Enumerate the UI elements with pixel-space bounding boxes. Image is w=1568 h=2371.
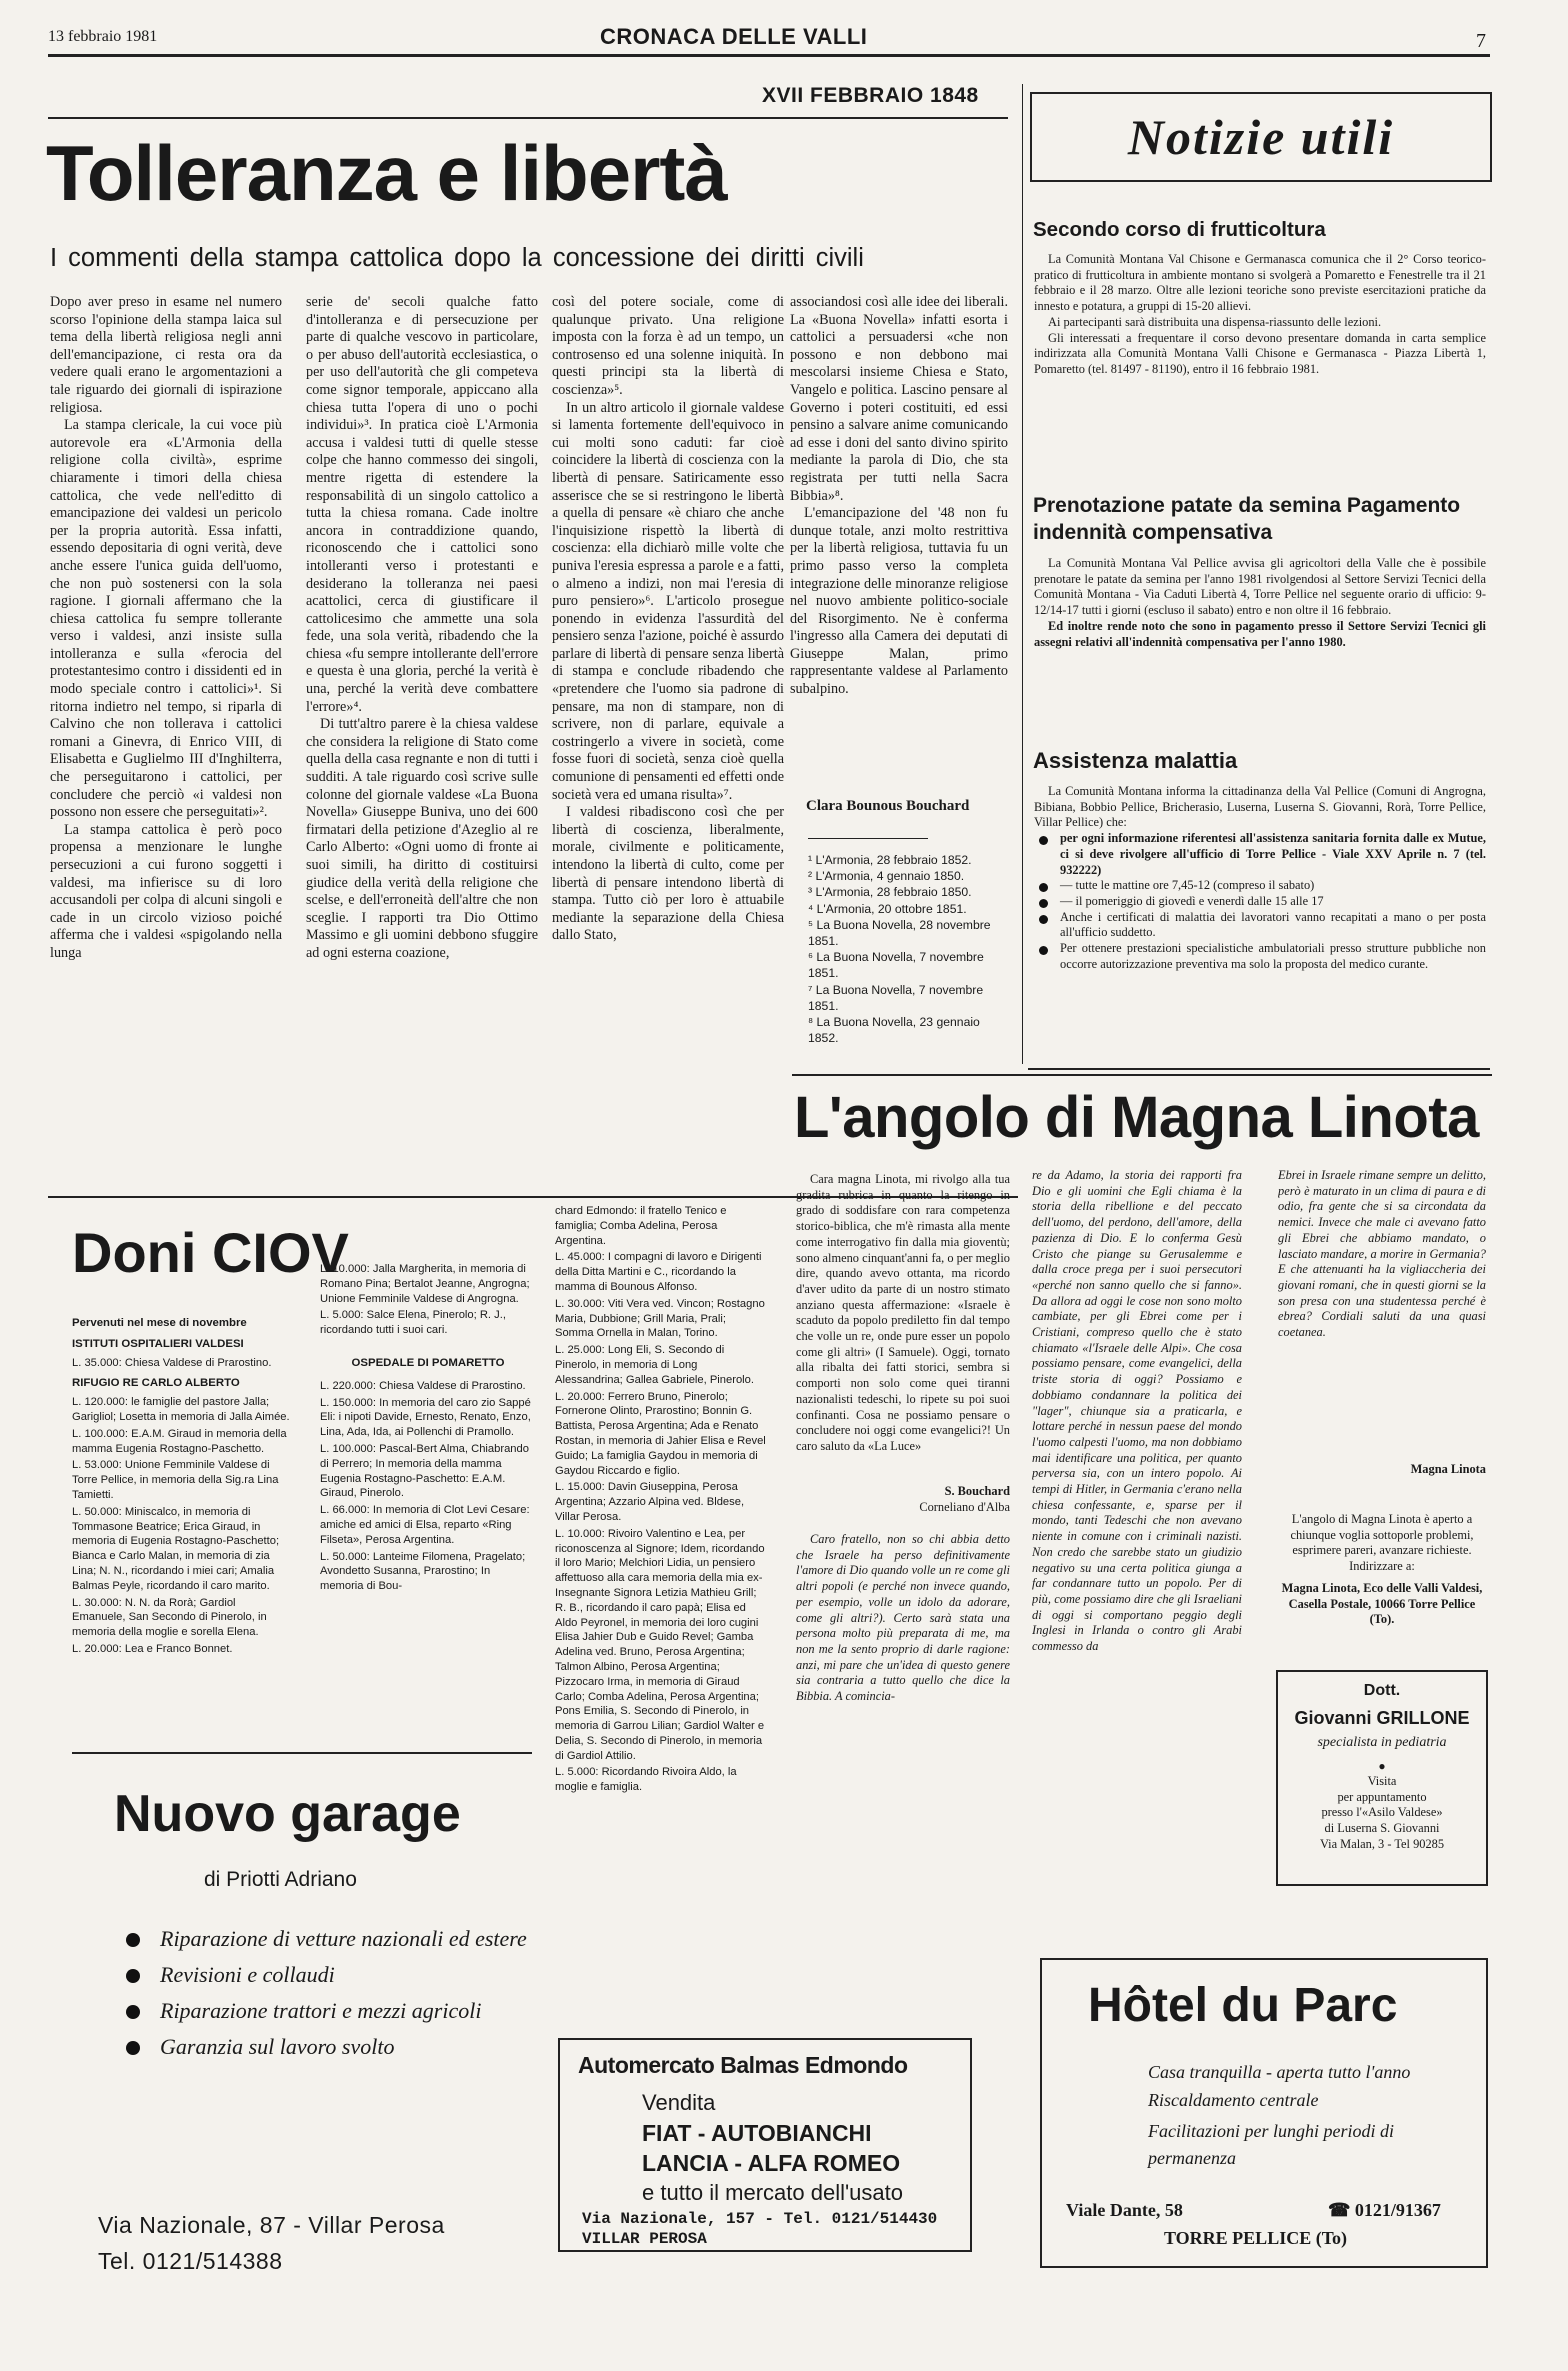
doni-heading: Pervenuti nel mese di novembre [72,1317,247,1329]
garage-tel: Tel. 0121/514388 [98,2248,283,2274]
notizie-bullet: per ogni informazione riferentesi all'assistenza sanitaria fornita dalle ex Mutue, ci si deve rivolgere all'ufficio di Torre Pellice - Viale XXV Aprile n. 7 (tel. 932222) [1034,831,1486,878]
garage-title: Nuovo garage [114,1785,461,1843]
doni-entry: L. 100.000: Pascal-Bert Alma, Chiabrando di Perrero; In memoria della mamma Eugenia Rostagno-Paschetto: E.A.M. Giraud, Pinerolo. [320,1442,529,1500]
notizie-malattia-body [1034,784,1486,972]
garage-service: Garanzia sul lavoro svolto [118,2032,538,2062]
article-paragraph: La stampa clericale, la cui voce più autorevole era «L'Armonia della religione colla civiltà», esprime chiaramente i timori della chiesa cattolica, che vede nell'editto di emancipazione dei valdesi un pericolo per la propria autorità. Essa infatti, essendo depositaria di ogni verità, deve anche essere l'unica guida dell'uomo, che non può sostenersi con la sola ragione. I giornali affermano che la chiesa cattolica fu sempre tollerante verso i valdesi, anzi insiste sulla intolleranza e sulla «ferocia del protestantesimo contro i dissidenti ed in modo speciale contro i cattolici»¹. Si ritorna indietro nel tempo, si riparla di Calvino che non tollerava i cattolici romani a Ginevra, di Enrico VIII, di Elisabetta e Guglielmo III d'Inghilterra, che perseguitarono i cattolici, per concludere che perciò «i valdesi non possono non essere che perseguitati»². [50,417,282,821]
article-column-2 [306,294,538,1180]
notizie-frutti-heading: Secondo corso di frutticoltura [1033,218,1326,241]
doni-entry: L. 20.000: Lea e Franco Bonnet. [72,1642,233,1655]
article-paragraph: In un altro articolo il giornale valdese si lamenta fortemente dell'equivoco in cui molti sono caduti: far cioè coincidere la libertà di coscienza con la libertà di pensare. Satiricamente esso asserisce che se si restringono le libertà a quella di pensare «è chiaro che anche l'inquisizione rispettò la libertà di coscienza: ella dichiarò mille volte che puniva l'eresia espressa a parole e a fatti, o almeno a indizi, non mai l'eresia di puro pensiero»⁶. L'articolo prosegue ponendo in evidenza l'assurdità del pensiero senza l'azione, poiché è assurdo parlare di libertà di pensare senza libertà di stampa e conclude ribadendo che «pretendere che l'uomo sia padrone di pensare, ma non di stampare, non di scrivere, non di parlare, equivale a costringerlo a vivere in società, come fosse fuori di società, senza cioè quella comunione di pensamenti ed effetti onde società vera ed umana risulta»⁷. [552,399,784,803]
doctor-place: presso l'«Asilo Valdese» [1321,1805,1443,1820]
doctor-appt: per appuntamento [1337,1789,1427,1804]
magna-title: L'angolo di Magna Linota [794,1085,1479,1150]
magna-address: Magna Linota, Eco delle Valli Valdesi, Casella Postale, 10066 Torre Pellice (To). [1281,1580,1483,1627]
doni-column-2 [320,1262,536,1732]
doni-entry: L. 30.000: Viti Vera ved. Vincon; Rostagno Maria, Dubbione; Grill Maria, Prali; Somma Ornella in Malan, Torino. [555,1297,765,1340]
article-column-4 [790,294,1008,794]
article-subtitle: I commenti della stampa cattolica dopo la concessione dei diritti civili [50,244,864,272]
doni-heading: OSPEDALE DI POMARETTO [351,1356,505,1369]
magna-top-rule [792,1074,1492,1076]
magna-column-1b [796,1532,1010,1756]
article-footnotes [808,852,1008,1046]
notizie-dash-item: — il pomeriggio di giovedì e venerdì dalle 15 alle 17 [1034,894,1486,910]
doctor-ad [1276,1670,1488,1886]
footnote-rule [808,838,928,839]
doni-entry: L. 100.000: E.A.M. Giraud in memoria della mamma Eugenia Rostagno-Paschetto. [72,1427,287,1455]
notizie-paragraph: La Comunità Montana Val Pellice avvisa gli agricoltori della Valle che è possibile prenotare le patate da semina per l'anno 1981 rivolgendosi al Settore Servizi Tecnici della Comunità Montana - Via Caduti Libertà 4, Torre Pellice nel seguente orario di ufficio: 9-12/14-17 tutti i giorni (escluso il sabato) entro e non oltre il 16 febbraio. [1034,556,1486,618]
magna-invite [1278,1512,1486,1652]
hotel-ad [1040,1958,1488,2268]
magna-column-2 [1032,1168,1242,1768]
doni-entry: L. 25.000: Long Eli, S. Secondo di Pinerolo, in memoria di Long Alessandrina; Gallea Gabriele, Pinerolo. [555,1344,754,1386]
doctor-name: Giovanni GRILLONE [1294,1708,1470,1728]
doni-entry: L. 53.000: Unione Femminile Valdese di Torre Pellice, in memoria della Sig.ra Lina Tamietti. [72,1459,279,1501]
automercato-address: Via Nazionale, 157 - Tel. 0121/514430 [582,2210,938,2228]
notizie-bullet: Per ottenere prestazioni specialistiche ambulatoriali presso strutture pubbliche non occorre autorizzazione preventiva ma solo la proposta del medico curante. [1034,941,1486,972]
magna-letter: Cara magna Linota, mi rivolgo alla tua gradita rubrica in quanto la ritengo in grado di soddisfare con rara competenza storico-biblica, che m'è rimasta alla mente come interrogativo fin dalla mia gioventù; sono almeno cinquant'anni fa, o per meglio dire, quando avevo ottanta, ma ricordo d'aver udito da parte di un nostro stimato anziano questa affermazione: «Israele è scaduto da popolo prediletto fin dal tempo che volle un re, onde pure esser un popolo come gli altri» (I Samuele). Oggi, tornato alla ribalta dei fatti storici, sembra si comporti non solo come quei tiranni nazionalisti tedeschi, lo ripete su poi suoi confinanti. Cosa ne possiamo pensare o concludere noi oggi come evangelici?! Un caro saluto da «La Luce» [796,1172,1010,1453]
hotel-city: TORRE PELLICE (To) [1164,2228,1348,2248]
doctor-title: Dott. [1363,1682,1401,1699]
garage-service: Revisioni e collaudi [118,1960,538,1990]
footnote: ⁸ La Buona Novella, 23 gennaio 1852. [808,1015,980,1046]
article-paragraph: così del potere sociale, come di qualunque privato. Una religione imposta con la forza è ad un tempo, un controsenso ed una solenne iniquità. In questi principi sta la libertà di coscienza»⁵. [552,294,784,398]
doni-title: Doni CIOV [72,1221,349,1284]
footnote: ⁶ La Buona Novella, 7 novembre 1851. [808,950,984,981]
doni-entry: L. 35.000: Chiesa Valdese di Prarostino. [72,1356,272,1369]
magna-signature-2: Magna Linota [1410,1462,1486,1476]
notizie-patate-body [1034,556,1486,650]
doni-entry: L. 10.000: Rivoiro Valentino e Lea, per riconoscenza al Signore; Idem, ricordando il loro Mario; Melchiori Lidia, un pensiero affettuoso alla cara memoria della mia ex-Insegnante Signora Letizia Mathieu Grill; R. B., ricordando il caro papà; Elisa ed Aldo Peyronel, in memoria dei loro cugini Elisa Jahier Dub e Guido Revel; Gamba Adelina ved. Bruno, Perosa Argentina; Talmon Albino, Perosa Argentina; Pizzocaro Irma, in memoria di Giraud Carlo; Comba Adelina, Perosa Argentina; Pons Emilia, S. Secondo di Pinerolo, in memoria di Garrou Lilian; Gardiol Walter e Delia, S. Secondo di Pinerolo, in memoria di Gardiol Attilio. [555,1527,765,1762]
doni-entry: L. 120.000: le famiglie del pastore Jalla; Garigliol; Losetta in memoria di Jalla Aimée. [72,1396,290,1423]
automercato-title: Automercato Balmas Edmondo [578,2052,908,2078]
notizie-bottom-rule [1028,1068,1490,1070]
doni-entry: L. 220.000: Chiesa Valdese di Prarostino. [320,1379,526,1392]
garage-owner: di Priotti Adriano [204,1868,357,1891]
hotel-address: Viale Dante, 58 [1066,2200,1183,2220]
article-column-3 [552,294,784,1180]
doni-entry: L. 15.000: Davin Giuseppina, Perosa Argentina; Azzario Alpina ved. Bldese, Villar Perosa. [555,1481,745,1523]
magna-column-1 [796,1172,1010,1480]
article-paragraph: La stampa cattolica è però poco propensa a menzionare le lunghe persecuzioni a cui furono soggetti i valdesi, ma infierisce su di loro accusandoli per colpa di alcuni singoli e cade in un circolo vizioso poiché afferma che i valdesi «spigolando nella lunga [50,821,282,961]
magna-invite-text: L'angolo di Magna Linota è aperto a chiunque voglia sottoporle problemi, esprimere pareri, avanzare richieste. Indirizzare a: [1290,1512,1474,1574]
magna-sig-place: Corneliano d'Alba [919,1499,1010,1514]
doctor-address: Via Malan, 3 - Tel 90285 [1319,1836,1445,1851]
footnote: ² L'Armonia, 4 gennaio 1850. [808,869,965,884]
article-paragraph: Di tutt'altro parere è la chiesa valdese che considera la religione di Stato come quella della casa regnante e non di tutti i sudditi. A tale riguardo così scrive sulle colonne del giornale valdese «La Buona Novella» Giuseppe Buniva, uno dei 600 firmatari della petizione d'Azeglio al re Carlo Alberto: «Ogni uomo di fronte ai suoi simili, ha diritto di costituirsi giudice della verità della religione che scelse, e dell'erroneità dell'altre che non sceglie. I rapporti tra Dio Ottimo Massimo e gli uomini debbono sfuggire ad ogni esterna coazione, [306,716,538,961]
hotel-line: Riscaldamento centrale [1148,2090,1319,2110]
notizie-dash-item: — tutte le mattine ore 7,45-12 (compreso il sabato) [1034,878,1486,894]
magna-reply: re da Adamo, la storia dei rapporti fra Dio e gli uomini che Egli chiama è la storia della ribellione e del peccato dell'uomo, del perdono, dell'amore, della pazienza di Dio. E lo conferma Gesù Cristo che piange su Gerusalemme e dalla croce prega per i suoi persecutori «perché non sanno quello che si fanno». Da allora ad oggi le cose non sono molto cambiate, per gli Ebrei come per i Cristiani, compreso quello che è stato chiamato «l'Israele delle Alpi». Che cosa possiamo pensare, come evangelici, della triste storia di oggi? Possiamo e dobbiamo condannare la politica dei "lager", chiunque sia a praticarla, e lottare perché in nessun paese del mondo l'uomo calpesti l'uomo, ma non dobbiamo mai identificare una politica, per quanto perversa sia, con un intero popolo. Ai tempi di Hitler, in Germania c'erano nella chiesa confessante, e, sparse per il mondo, tanti Tedeschi che non avevano niente in comune con i criminali nazisti. Non credo che sarebbe stato un giudizio negativo su una certa politica giunga a far condannare tutto un popolo. Per di più, come possiamo dire che gli Israeliani di oggi si comportano peggio degli Inglesi in Irlanda o contro gli Arabi commesso da [1032,1168,1242,1654]
article-top-rule [48,117,1008,119]
magna-reply: Caro fratello, non so chi abbia detto che Israele ha perso definitivamente l'amore di Dio quando volle un re come gli altri popoli (e perché non invece quando, per esempio, volle un idolo da adorare, come gli altri?). Certo sarà stata una persona molto più preparata di me, ma non me la sento proprio di darle ragione: anzi, mi pare che un'idea di questo genere sia contraria a tutto quello che dice la Bibbia. A comincia- [796,1532,1010,1704]
garage-ad [72,1770,534,2308]
doni-heading: ISTITUTI OSPITALIERI VALDESI [72,1337,244,1350]
article-title: Tolleranza e libertà [46,129,727,217]
garage-services [118,1924,538,2068]
doctor-bullet: ● [1378,1759,1386,1773]
magna-column-3 [1278,1168,1486,1460]
doni-divider [72,1752,532,1754]
automercato-line: Vendita [642,2090,716,2115]
notizie-patate-heading: Prenotazione patate da semina Pagamento indennità compensativa [1033,494,1461,544]
article-author: Clara Bounous Bouchard [806,798,970,814]
garage-service: Riparazione di vetture nazionali ed estere [118,1924,538,1954]
doni-entry: L. 10.000: Jalla Margherita, in memoria di Romano Pina; Bertalot Jeanne, Angrogna; Unione Femminile Valdese di Angrogna. [320,1263,530,1305]
notizie-title: Notizie utili [1127,109,1395,165]
notizie-bullet: Anche i certificati di malattia dei lavoratori vanno recapitati a mano o per posta all'ufficio suddetto. [1034,910,1486,941]
notizie-paragraph: La Comunità Montana Val Chisone e Germanasca comunica che il 2° Corso teorico-pratico di frutticoltura in ambiente montano si svolgerà a Pomaretto e Fenestrelle tra il 21 febbraio e il 28 marzo. Oltre alle lezioni teoriche sono previste esercitazioni pratiche da innesto e potatura, a gruppi di 15-20 allievi. [1034,252,1486,314]
article-paragraph: I valdesi ribadiscono così che per libertà di coscienza, liberalmente, morale, civilmente e politicamente, intendono la libertà di culto, come per libertà di pensare intendono libertà di stampa. Tutto ciò per loro è attuabile mediante la separazione della Chiesa dallo Stato, [552,804,784,944]
doni-entry: L. 66.000: In memoria di Clot Levi Cesare: amiche ed amici di Elsa, reparto «Ring Filseta», Perosa Argentina. [320,1504,530,1546]
doni-entry: L. 150.000: In memoria del caro zio Sappé Eli: i nipoti Davide, Ernesto, Renato, Enzo, Lina, Ada, Ida, ai Pollenchi di Pramollo. [320,1396,531,1439]
notizie-paragraph: Gli interessati a frequentare il corso devono presentare domanda in carta semplice indirizzata alla Comunità Montana Valli Chisone e Germanasca - Piazza Libertà 1, Pomaretto (tel. 81497 - 81190), entro il 16 febbraio 1981. [1034,330,1486,376]
page-number: 7 [1476,30,1486,52]
footnote: ⁷ La Buona Novella, 7 novembre 1851. [808,982,984,1013]
footnote: ¹ L'Armonia, 28 febbraio 1852. [808,853,972,867]
garage-service: Riparazione trattori e mezzi agricoli [118,1996,538,2026]
article-paragraph: associandosi così alle idee dei liberali. La «Buona Novella» infatti esorta i cattolici a persuadersi «che non possono e non debbono mai mescolarsi insieme Chiesa e Stato, Vangelo e politica. Lascino pensare al Governo i poteri costituiti, ed essi pensino a salvare anime comunicando ad esse i doni del santo divino spirito mediante la parola di Dio, che sta registrata per tutti nella Sacra Bibbia»⁸. [790,294,1008,504]
doni-entry: L. 50.000: Lanteime Filomena, Pragelato; Avondetto Susanna, Prarostino; In memoria di Bou- [320,1550,526,1593]
doni-heading: RIFUGIO RE CARLO ALBERTO [72,1377,240,1390]
newspaper-name: CRONACA DELLE VALLI [600,24,868,49]
footnote: ⁴ L'Armonia, 20 ottobre 1851. [808,901,967,916]
automercato-ad [558,2038,972,2252]
article-paragraph: Dopo aver preso in esame nel numero scorso l'opinione della stampa laica sul tema della libertà religiosa negli anni dell'emancipazione, ci resta ora da vedere quali erano le argomentazioni a tale riguardo dei giornali di ispirazione religiosa. [50,294,282,416]
doni-column-1 [72,1310,290,1710]
footnote: ⁵ La Buona Novella, 28 novembre 1851. [808,917,991,949]
automercato-line: LANCIA - ALFA ROMEO [642,2150,901,2176]
automercato-line: e tutto il mercato dell'usato [642,2180,904,2205]
article-kicker: XVII FEBBRAIO 1848 [762,84,979,107]
hotel-title: Hôtel du Parc [1088,1979,1398,2032]
notizie-paragraph: Ed inoltre rende noto che sono in pagamento presso il Settore Servizi Tecnici gli assegni relativi all'indennità compensativa per l'anno 1980. [1034,618,1486,649]
hotel-line: Facilitazioni per lunghi periodi di permanenza [1148,2121,1394,2168]
notizie-malattia-heading: Assistenza malattia [1033,748,1238,773]
doctor-visit: Visita [1367,1774,1397,1788]
hotel-tel: ☎ 0121/91367 [1328,2200,1441,2220]
notizie-frutti-body [1034,252,1486,378]
doni-entry: L. 45.000: I compagni di lavoro e Dirigenti della Ditta Martini e C., ricordando la mamma di Bounous Alfonso. [555,1251,762,1293]
doni-entry: chard Edmondo: il fratello Tenico e famiglia; Comba Adelina, Perosa Argentina. [555,1205,727,1247]
hotel-line: Casa tranquilla - aperta tutto l'anno [1148,2062,1411,2082]
doni-entry: L. 5.000: Ricordando Rivoira Aldo, la moglie e famiglia. [555,1766,737,1794]
notizie-dash-text: tutte le mattine ore 7,45-12 (compreso il sabato) [1075,878,1315,893]
article-paragraph: serie de' secoli qualche fatto d'intolleranza e di persecuzione per parte di qualche vescovo in particolare, o per abuso dell'autorità ecclesiastica, o per uso dell'autorità che gli competeva come signor temporale, appiccano alla chiesa tutta l'opera di uno o pochi individui»³. In pratica cioè L'Armonia accusa i valdesi tutti di quelle stesse colpe che hanno commesso dei singoli, mentre rigetta di estendere la responsabilità di un singolo cattolico a tutta la chiesa romana. Cade inoltre ancora in contraddizione quando, riconoscendo che i cattolici sono intolleranti verso i protestanti e desiderano la tolleranza nei paesi acattolici, cerca di giustificare il cattolicesimo che ammette una sola fede, una sola verità, ribadendo che la chiesa «fu sempre intollerante dell'errore e questa è una gloria, perché la verità è una, perché la verità deve combattere l'errore»⁴. [306,294,538,715]
notizie-title-box [1030,92,1492,182]
doni-column-3 [555,1204,767,1814]
notizie-dash-text: il pomeriggio di giovedì e venerdì dalle 15 alle 17 [1075,893,1324,908]
magna-signature-1 [796,1484,1010,1515]
automercato-line: FIAT - AUTOBIANCHI [642,2120,872,2146]
magna-sig-name: S. Bouchard [944,1484,1010,1498]
article-paragraph: L'emancipazione del '48 non fu dunque totale, anzi molto restrittiva per la libertà religiosa, tuttavia fu un primo passo verso la completa integrazione delle minoranze religiose nel nuovo ambiente politico-sociale del Risorgimento. Ne è conferma l'ingresso alla Camera dei deputati di Giuseppe Malan, primo rappresentante valdese al Parlamento subalpino. [790,505,1008,698]
article-column-1 [50,294,282,1180]
garage-address: Via Nazionale, 87 - Villar Perosa [98,2212,445,2238]
page-date: 13 febbraio 1981 [48,28,158,45]
doni-entry: L. 5.000: Salce Elena, Pinerolo; R. J., ricordando tutti i suoi cari. [320,1309,506,1337]
magna-reply: Ebrei in Israele rimane sempre un delitto, però è maturato in un clima di paura e di odio, fra gente che si sa circondata da nemici. Invece che male ci avevano fatto gli Ebrei che abbiamo mandato, o lasciato mandare, a morire in Germania? E che attenuanti ha la vigliaccheria dei giovani romani, che in questi giorni se la son presa con una studentessa perché è ebrea? Cordiali saluti da una quasi coetanea. [1278,1168,1486,1340]
notizie-paragraph: La Comunità Montana informa la cittadinanza della Val Pellice (Comuni di Angrogna, Bibiana, Bobbio Pellice, Bricherasio, Luserna, Luserna S. Giovanni, Rorà, Torre Pellice, Villar Pellice) che: [1034,784,1486,830]
doni-entry: L. 20.000: Ferrero Bruno, Pinerolo; Fornerone Olinto, Prarostino; Bonnin G. Battista, Perosa Argentina; Ada e Renato Rostan, in memoria di Jahier Elisa e Revel Guido; La famiglia Gaydou in memoria di Gaydou Riccardo e figlio. [555,1390,766,1477]
footnote: ³ L'Armonia, 28 febbraio 1850. [808,885,972,900]
doni-entry: L. 50.000: Miniscalco, in memoria di Tommasone Beatrice; Erica Giraud, in memoria di Eugenia Rostagno-Paschetto; Bianca e Carlo Malan, in memoria di zia Lina; N. N., ricordando i miei cari; Amalia Balmas Peyle, ricordando il caro marito. [72,1505,280,1592]
doni-entry: L. 30.000: N. N. da Rorà; Gardiol Emanuele, San Secondo di Pinerolo, in memoria della moglie e sorella Elena. [72,1596,267,1639]
doctor-town: di Luserna S. Giovanni [1324,1821,1440,1836]
column-divider [1022,84,1023,1064]
automercato-city: VILLAR PEROSA [582,2230,707,2248]
notizie-paragraph: Ai partecipanti sarà distribuita una dispensa-riassunto delle lezioni. [1048,314,1382,329]
header-rule [48,54,1490,57]
doctor-specialty: specialista in pediatria [1317,1735,1447,1750]
